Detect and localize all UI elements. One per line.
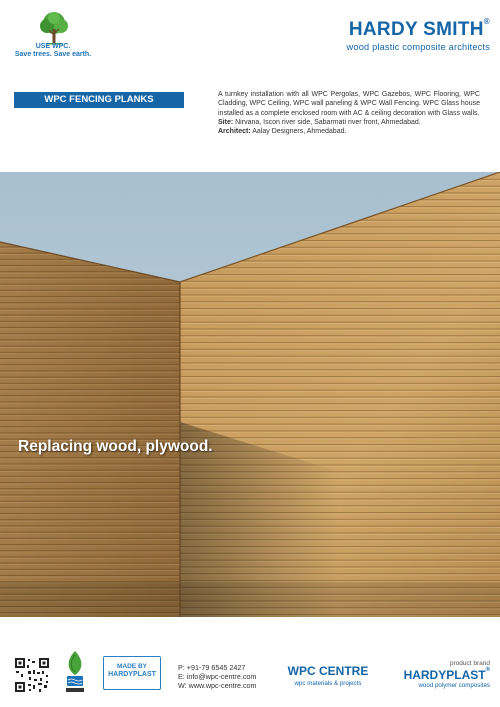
made-by-hardyplast-badge bbox=[103, 656, 161, 690]
site-line bbox=[218, 118, 480, 127]
contact-phone: P: +91-79 6545 2427 bbox=[178, 663, 246, 672]
contact-info bbox=[178, 663, 257, 690]
architect-line bbox=[218, 127, 480, 136]
site-value: Nirvana, Iscon river side, Sabarmati river front, Ahmedabad. bbox=[235, 118, 421, 126]
hardyplast-registered-mark: ® bbox=[485, 667, 490, 673]
site-label: Site: bbox=[218, 118, 234, 126]
hardyplast-tagline: wood polymer composites bbox=[418, 682, 490, 689]
product-brand-label: product brand bbox=[449, 660, 490, 667]
made-by-brand: HARDYPLAST bbox=[108, 671, 156, 678]
section-title: WPC FENCING PLANKS bbox=[44, 94, 154, 105]
brand-tagline: wood plastic composite architects bbox=[346, 42, 490, 52]
architect-label: Architect: bbox=[218, 128, 251, 136]
qr-code-icon bbox=[14, 657, 50, 693]
hardyplast-name-text: HARDYPLAST bbox=[403, 668, 486, 682]
wpc-centre-tagline: wpc materials & projects bbox=[294, 680, 362, 687]
wpc-centre-name: WPC CENTRE bbox=[287, 664, 369, 678]
photo-headline: Replacing wood, plywood. bbox=[18, 438, 213, 455]
brand-name-text: HARDY SMITH bbox=[348, 19, 484, 40]
brand-name bbox=[300, 19, 490, 41]
logo-slogan bbox=[10, 43, 96, 59]
architect-value: Aalay Designers, Ahmedabad. bbox=[252, 128, 347, 136]
contact-website[interactable]: W: www.wpc-centre.com bbox=[178, 681, 257, 690]
hardyplast-name bbox=[386, 668, 490, 682]
description-text: A turnkey installation with all WPC Pergolas, WPC Gazebos, WPC Flooring, WPC Cladding, WPC Ceiling, WPC wall paneling & WPC Wall Fencing. WPC Glass house installed as a complete enclosed room with AC & ceiling decoration with Glass walls. bbox=[218, 91, 480, 117]
tree-icon bbox=[36, 10, 72, 46]
logo-line-2: Save trees. Save earth. bbox=[14, 51, 92, 58]
logo-line-1: USE WPC. bbox=[35, 43, 71, 50]
brand-registered-mark: ® bbox=[483, 17, 490, 26]
fencing-photo bbox=[0, 172, 500, 617]
contact-email[interactable]: E: info@wpc-centre.com bbox=[178, 672, 257, 681]
eco-badge-icon bbox=[63, 649, 87, 695]
made-by-label: MADE BY bbox=[117, 663, 147, 670]
project-description bbox=[218, 90, 480, 136]
